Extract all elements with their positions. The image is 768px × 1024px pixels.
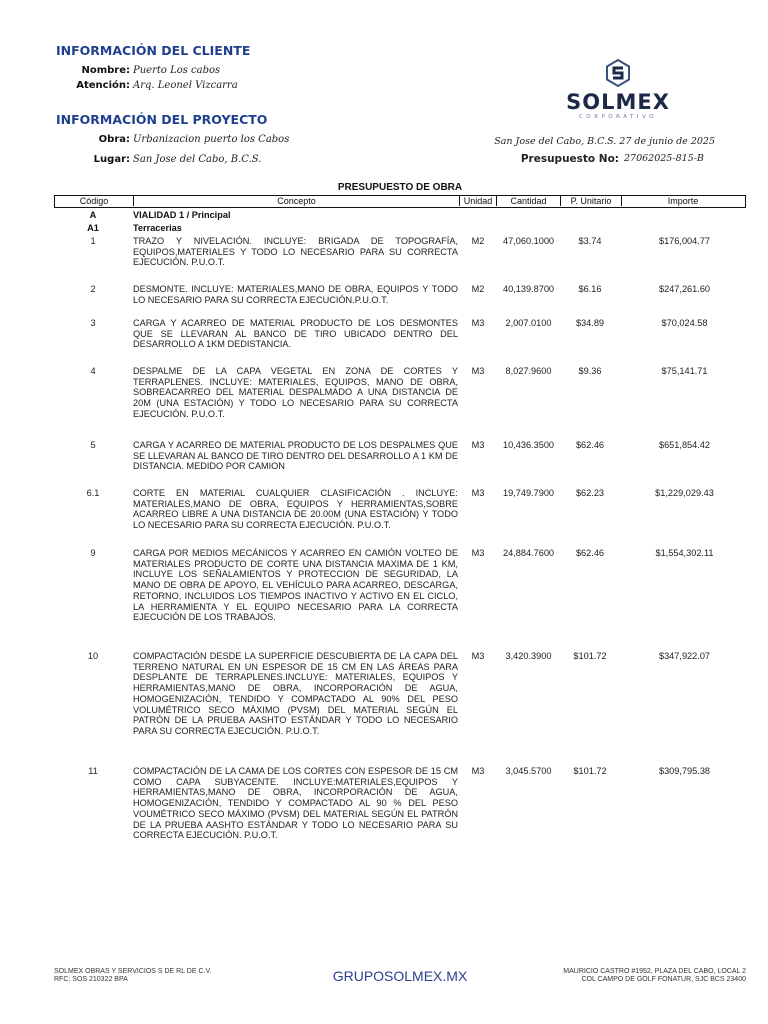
row-quantity: 24,884.7600 [502, 548, 555, 558]
logo-wordmark: SOLMEX [566, 90, 670, 114]
row-unit-price: $34.89 [575, 318, 605, 328]
row-quantity: 40,139.8700 [502, 284, 555, 294]
row-code: 5 [90, 440, 96, 450]
row-quantity: 19,749.7900 [502, 488, 555, 498]
row-quantity: 10,436.3500 [502, 440, 555, 450]
row-quantity: 2,007.0100 [505, 318, 552, 328]
row-unit: M3 [471, 366, 485, 376]
row-code: 4 [90, 366, 96, 376]
row-unit: M3 [471, 548, 485, 558]
row-unit: M3 [471, 440, 485, 450]
header-unit: Unidad [463, 196, 493, 206]
row-unit-price: $101.72 [573, 651, 607, 661]
row-unit-price: $62.46 [575, 440, 605, 450]
budget-number-value: 27062025-815-B [624, 153, 704, 164]
footer-rfc: RFC: SOS 210322 BPA [54, 976, 128, 983]
group-label: Terracerias [133, 223, 182, 233]
budget-number-label: Presupuesto No: [520, 153, 619, 165]
group-code: A [89, 210, 97, 220]
footer-address-line2: COL CAMPO DE GOLF FONATUR, SJC BCS 23400 [581, 976, 746, 983]
client-attention-label: Atención: [76, 80, 130, 91]
logo-subtitle: CORPORATIVO [578, 114, 658, 120]
row-amount: $75,141.71 [661, 366, 708, 376]
row-code: 9 [90, 548, 96, 558]
row-unit: M3 [471, 488, 485, 498]
row-concept: DESPALME DE LA CAPA VEGETAL EN ZONA DE CORTES Y TERRAPLENES. INCLUYE: MATERIALES, EQUIPOS, MANO DE OBRA, SOBREACARREO DEL MATERIAL DESPALMADO A UNA DISTANCIA DE 20M (UNA ESTACIÓN) Y TODO LO NECESARIO PARA SU CORRECTA EJECUCIÓN. P.U.O.T. [133, 366, 458, 419]
row-quantity: 8,027.9600 [505, 366, 552, 376]
row-unit: M2 [471, 284, 485, 294]
header-amount: Importe [667, 196, 699, 206]
table-title: PRESUPUESTO DE OBRA [337, 182, 463, 193]
client-name-value: Puerto Los cabos [133, 65, 221, 76]
project-section-title: INFORMACIÓN DEL PROYECTO [56, 112, 268, 127]
row-amount: $651,854.42 [658, 440, 711, 450]
group-label: VIALIDAD 1 / Principal [133, 210, 231, 220]
row-amount: $70,024.58 [661, 318, 708, 328]
row-unit-price: $6.16 [578, 284, 602, 294]
row-unit: M3 [471, 766, 485, 776]
row-code: 11 [88, 766, 98, 776]
client-attention-value: Arq. Leonel Vizcarra [133, 80, 238, 91]
header-code: Código [79, 196, 109, 206]
row-amount: $1,554,302.11 [655, 548, 714, 558]
group-code: A1 [87, 223, 99, 233]
group-row [0, 223, 768, 235]
row-concept: TRAZO Y NIVELACIÓN. INCLUYE: BRIGADA DE TOPOGRAFÍA, EQUIPOS,MATERIALES Y TODO LO NECESARIO PARA SU CORRECTA EJECUCIÓN. P.U.O.T. [133, 236, 458, 268]
row-concept: DESMONTE. INCLUYE: MATERIALES,MANO DE OBRA, EQUIPOS Y TODO LO NECESARIO PARA SU CORRECTA EJECUCIÓN.P.U.O.T. [133, 284, 458, 305]
row-code: 6.1 [86, 488, 100, 498]
project-place-value: San Jose del Cabo, B.C.S. [133, 154, 262, 165]
row-unit: M3 [471, 651, 485, 661]
row-code: 10 [87, 651, 99, 661]
row-unit: M2 [471, 236, 485, 246]
row-amount: $247,261.60 [658, 284, 711, 294]
footer-company-name: SOLMEX OBRAS Y SERVICIOS S DE RL DE C.V. [54, 968, 212, 975]
row-unit-price: $3.74 [578, 236, 602, 246]
client-section-title: INFORMACIÓN DEL CLIENTE [56, 43, 251, 58]
header-quantity: Cantidad [510, 196, 547, 206]
footer-company-info [54, 968, 211, 984]
row-concept: CARGA Y ACARREO DE MATERIAL PRODUCTO DE LOS DESMONTES QUE SE LLEVARAN AL BANCO DE TIRO UBICADO DENTRO DEL DESARROLLO A 1KM DEDISTANCIA. [133, 318, 458, 350]
header-unit-price: P. Unitario [570, 196, 612, 206]
project-place-label: Lugar: [93, 154, 130, 165]
footer-address [500, 968, 746, 984]
row-unit-price: $9.36 [578, 366, 602, 376]
row-unit: M3 [471, 318, 485, 328]
row-concept: CORTE EN MATERIAL CUALQUIER CLASIFICACIÓN . INCLUYE: MATERIALES,MANO DE OBRA, EQUIPOS Y HERRAMIENTAS,SOBRE ACARREO LIBRE A UNA DISTANCIA DE 20.00M (UNA ESTACIÓN) Y TODO LO NECESARIO PARA SU CORRECTA EJECUCIÓN. P.U.O.T. [133, 488, 458, 531]
client-name-label: Nombre: [81, 65, 130, 76]
document-date: San Jose del Cabo, B.C.S. 27 de junio de 2025 [494, 136, 715, 147]
row-unit-price: $62.23 [575, 488, 605, 498]
row-code: 1 [90, 236, 96, 246]
row-quantity: 3,045.5700 [505, 766, 552, 776]
row-amount: $1,229,029.43 [655, 488, 714, 498]
solmex-logo [548, 58, 688, 120]
project-work-label: Obra: [98, 134, 130, 145]
row-quantity: 47,060.1000 [502, 236, 555, 246]
row-concept: COMPACTACIÓN DE LA CAMA DE LOS CORTES CON ESPESOR DE 15 CM COMO CAPA SUBYACENTE. INCLUYE:MATERIALES,EQUIPOS Y HERRAMIENTAS,MANO DE OBRA, INCORPORACIÓN DE AGUA, HOMOGENIZACIÓN, TENDIDO Y COMPACTADO AL 90 % DEL PESO VOUMÉTRICO SECO MÁXIMO (PVSM) DEL MATERIAL SEGÚN EL PATRÓN DE LA PRUEBA AASHTO ESTÁNDAR Y TODO LO NECESARIO PARA SU CORRECTA EJECUCIÓN. P.U.O.T. [133, 766, 458, 841]
row-unit-price: $62.46 [575, 548, 605, 558]
row-amount: $309,795.38 [658, 766, 711, 776]
row-code: 3 [90, 318, 96, 328]
row-code: 2 [90, 284, 96, 294]
row-unit-price: $101.72 [573, 766, 607, 776]
row-amount: $347,922.07 [658, 651, 711, 661]
footer-address-line1: MAURICIO CASTRO #1952, PLAZA DEL CABO, LOCAL 2 [563, 968, 746, 975]
table-header [54, 195, 746, 208]
solmex-s-logo-icon [603, 58, 633, 88]
row-quantity: 3,420.3900 [505, 651, 552, 661]
row-concept: COMPACTACIÓN DESDE LA SUPERFICIE DESCUBIERTA DE LA CAPA DEL TERRENO NATURAL EN UN ESPESOR DE 15 CM EN LAS ÁREAS PARA DESPLANTE DE TERRAPLENES.INCLUYE: MATERIALES, EQUIPOS Y HERRAMIENTAS,MANO DE OBRA, INCORPORACIÓN DE AGUA, HOMOGENIZACIÓN, TENDIDO Y COMPACTADO AL 90% DEL PESO VOLUMÉTRICO SECO MÁXIMO (PVSM) DEL MATERIAL SEGÚN EL PATRÓN DE LA PRUEBA AASHTO ESTÁNDAR Y TODO LO NECESARIO PARA SU CORRECTA EJECUCIÓN. P.U.O.T. [133, 651, 458, 736]
row-concept: CARGA Y ACARREO DE MATERIAL PRODUCTO DE LOS DESPALMES QUE SE LLEVARAN AL BANCO DE TIRO DENTRO DEL DESARROLLO A 1 KM DE DISTANCIA. MEDIDO POR CAMION [133, 440, 458, 472]
row-amount: $176,004.77 [658, 236, 711, 246]
project-work-value: Urbanizacion puerto los Cabos [133, 134, 290, 145]
group-row [0, 210, 768, 222]
row-concept: CARGA POR MEDIOS MECÁNICOS Y ACARREO EN CAMIÓN VOLTEO DE MATERIALES PRODUCTO DE CORTE UNA DISTANCIA MAXIMA DE 1 KM, INCLUYE LOS SEÑALAMIENTOS Y PROTECCION DE SEGURIDAD, LA MANO DE OBRA DE APOYO, EL VEHÍCULO PARA ACARREO, DESCARGA, RETORNO, INCLUIDOS LOS TIEMPOS INACTIVO Y ACTIVO EN EL CICLO, LA HERRAMIENTA Y EL EQUIPO NECESARIO PARA LA CORRECTA EJECUCIÓN DE LOS TRABAJOS. [133, 548, 458, 623]
footer-website-link[interactable]: GRUPOSOLMEX.MX [332, 968, 468, 984]
header-concept: Concepto [277, 196, 316, 206]
